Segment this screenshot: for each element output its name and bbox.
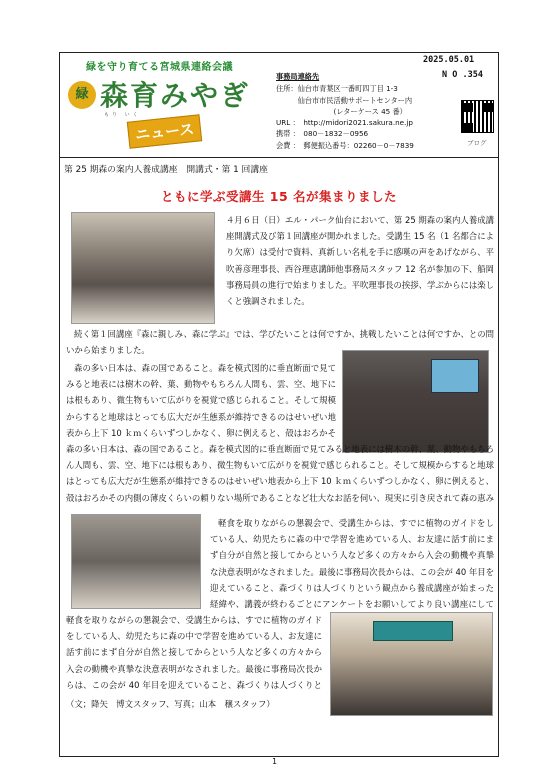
paragraph-first-lecture: 続く第１回講座『森に親しみ、森に学ぶ』では、学びたいことは何ですか、挑戦したいことは何ですか、との問いから始まりました。 (66, 329, 494, 356)
website-url[interactable]: URL ： http://midori2021.sakura.ne.jp (276, 118, 413, 128)
lecture-photo (71, 212, 215, 324)
group-photo (330, 612, 493, 716)
paragraph-social-top: 軽食を取りながらの懇親会で、受講生からは、すでに植物のガイドをしている人、幼児たちに森の中で学習を進めている人、お友達に話す前にまず自分が自然と接してからという人など多くの方々から入会の動機や真摯な決意表明がなされました。最後に事務局次長からは、この会が 40 年目を迎えていること、森づくりは人づくりという観点から養成講座が始まった経緯や、講義が終わるごとにアンケートをお願いしてより良い講座にして (210, 518, 494, 610)
contact-heading: 事務局連絡先 (276, 72, 320, 81)
news-label: ニュース (127, 114, 203, 149)
header-divider (59, 157, 499, 158)
address-line-3: (レターケース 45 番） (276, 106, 407, 116)
organization-name: 緑を守り育てる宮城県連絡会議 (86, 62, 233, 73)
logo-ruby-text: もり いく (104, 112, 141, 118)
qr-code-icon[interactable] (461, 100, 494, 133)
paragraph-social-bottom: 軽食を取りながらの懇親会で、受講生からは、すでに植物のガイドをしている人、幼児たちに森の中で学習を進めている人、お友達に話す前にまず自分が自然と接してからという人など多くの方々から入会の動機や真摯な決意表明がなされました。最後に事務局次長からは、この会が 40 年目を迎えていること、森づくりは人づくりと (66, 615, 322, 690)
issue-number: N O .354 (442, 70, 483, 80)
event-banner (373, 621, 453, 641)
contact-block (276, 71, 414, 151)
address-line-1: 住所：仙台市青葉区一番町四丁目 1-3 (276, 84, 398, 94)
paragraph-forest-top: 森の多い日本は、森の国であること。森を模式図的に垂直断面で見てみると地表には樹木の幹、葉、動物やもちろん人間も、雲、空、地下には根もあり、微生物もいて広がりを視覚で感じられること。そして規模からすると地球はとっても広大だが生態系が維持できるのはせいぜい地表から上下 10 ｋｍくらいずつしかなく、卵に例えると、殻はおろかそ (66, 363, 336, 438)
qr-label: ブログ (467, 139, 487, 147)
article-credit: （文；降矢 博文スタッフ、写真；山本 穣スタッフ） (66, 699, 275, 709)
logo-mark-icon: 緑 (68, 81, 96, 109)
phone-number: 携帯 ： 080－1832－0956 (276, 129, 369, 139)
issue-date: 2025.05.01 (423, 55, 475, 65)
page-number: 1 (272, 757, 278, 766)
postal-account: 会費 ： 郵便振込番号：02260－0－7839 (276, 140, 414, 150)
section-title: 第 25 期森の案内人養成講座 開講式・第 1 回講座 (64, 165, 268, 175)
newsletter-logo: 森育みやぎ (100, 79, 251, 112)
paragraph-opening: ４月６日（日）エル・パーク仙台において、第 25 期森の案内人養成講座開講式及び第１回講座が開かれました。受講生 15 名（1 名都合により欠席）は受付で資料、真新しい名札を手に感嘆の声をあげながら、平吹善彦理事長、西谷理恵講師他事務局スタッフ 12 名が参加の下、船岡事務局員の進行で始まりました。平吹理事長の挨拶、学ぶからには楽しくと強調されました。 (226, 215, 494, 307)
paragraph-forest-bottom: 森の多い日本は、森の国であること。森を模式図的に垂直断面で見てみると地表には樹木の幹、葉、動物やもちろん人間も、雲、空、地下には根もあり、微生物もいて広がりを視覚で感じられること。そして規模からすると地球はとっても広大だが生態系が維持できるのはせいぜい地表から上下 10 ｋｍくらいずつしかなく、卵に例えると、殻はおろかその内側の薄皮くらいの頼りない場所であることなど壮大なお話を伺い、現実に引き戻されて森の恵み (66, 444, 494, 503)
projector-screen (431, 359, 479, 393)
presentation-photo (342, 350, 489, 453)
gathering-photo (71, 514, 201, 609)
article-headline: ともに学ぶ受講生 15 名が集まりました (160, 189, 398, 204)
address-line-2: 仙台市市民活動サポートセンター内 (276, 95, 413, 105)
